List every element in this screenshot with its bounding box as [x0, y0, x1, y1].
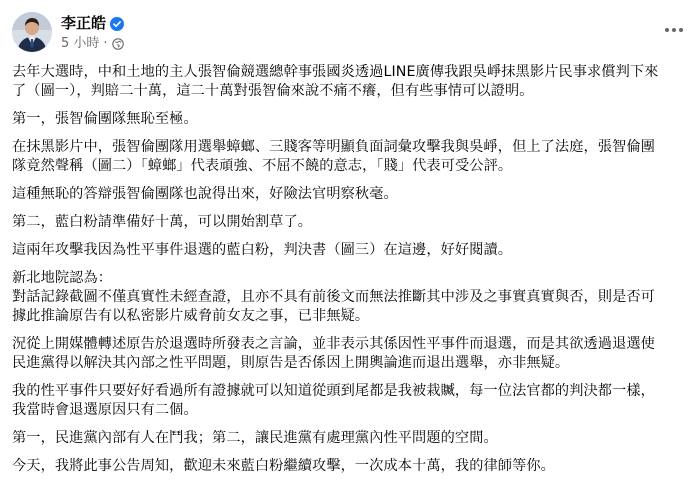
post-paragraph — [12, 335, 684, 373]
more-options-icon — [664, 27, 684, 33]
avatar[interactable] — [12, 12, 52, 52]
post-text-line: 況從上開媒體轉述原告於退選時所發表之言論，並非表示其係因性平事件而退選，而是其欲透過退選使 — [12, 336, 655, 352]
post-paragraph — [12, 269, 684, 326]
post-text-line: 隊竟然聲稱（圖二）「蟑螂」代表頑強、不屈不饒的意志，「賤」代表可受公評。 — [12, 158, 513, 174]
verified-badge-icon — [110, 16, 124, 30]
post-paragraph — [12, 429, 684, 448]
post-meta — [61, 35, 124, 53]
author-name-row — [61, 13, 124, 33]
post-body — [12, 63, 684, 485]
post-text-line: 對話記錄截圖不僅真實性未經查證，且亦不具有前後文而無法推斷其中涉及之事實真實與否，則是否可 — [12, 289, 655, 305]
post-paragraph — [12, 382, 684, 420]
post-paragraph — [12, 138, 684, 176]
post-text-line: 今天，我將此事公告周知，歡迎未來藍白粉繼續攻擊，一次成本十萬，我的律師等你。 — [12, 458, 555, 474]
post-text-line: 我的性平事件只要好好看過所有證據就可以知道從頭到尾都是我被栽贓，每一位法官都的判決都一樣， — [12, 383, 655, 399]
author-name[interactable]: 李正皓 — [61, 14, 107, 32]
post-text-line: 去年大選時，中和土地的主人張智倫競選總幹事張國炎透過LINE廣傳我跟吳崢抹黑影片民事求償判下來 — [12, 64, 659, 80]
post-paragraph — [12, 63, 684, 101]
globe-icon — [112, 38, 124, 50]
post-text-line: 據此推論原告有以私密影片威脅前女友之事，已非無疑。 — [12, 308, 370, 324]
post-text-line: 這種無恥的答辯張智倫團隊也說得出來，好險法官明察秋毫。 — [12, 186, 398, 202]
post-text-line: 我當時會退選原因只有二個。 — [12, 402, 198, 418]
post-timestamp[interactable]: 5 小時 — [61, 36, 100, 51]
post-paragraph — [12, 241, 684, 260]
meta-separator: · — [103, 36, 108, 51]
post-text-line: 第一，民進黨內部有人在鬥我；第二，讓民進黨有處理黨內性平問題的空間。 — [12, 430, 498, 446]
post-text-line: 第二，藍白粉請準備好十萬，可以開始割草了。 — [12, 214, 313, 230]
post-text-line: 第一，張智倫團隊無恥至極。 — [12, 111, 198, 127]
post-text-line: 新北地院認為： — [12, 270, 113, 286]
post-text-line: 民進黨得以解決其內部之性平問題，則原告是否係因上開輿論進而退出選舉，亦非無疑。 — [12, 355, 570, 371]
post-text-line: 了（圖一），判賠二十萬，這二十萬對張智倫來說不痛不癢，但有些事情可以證明。 — [12, 83, 534, 99]
author-block — [61, 13, 124, 53]
post-paragraph — [12, 213, 684, 232]
post-header — [12, 10, 686, 58]
avatar-image — [12, 12, 52, 52]
post-paragraph — [12, 185, 684, 204]
post-paragraph — [12, 457, 684, 476]
post-options-button[interactable] — [662, 18, 686, 42]
post-paragraph — [12, 110, 684, 129]
post-text-line: 這兩年攻擊我因為性平事件退選的藍白粉，判決書（圖三）在這邊，好好閱讀。 — [12, 242, 513, 258]
post-text-line: 在抹黑影片中，張智倫團隊用選舉蟑螂、三賤客等明顯負面詞彙攻擊我與吳崢，但上了法庭，張智倫團 — [12, 139, 655, 155]
